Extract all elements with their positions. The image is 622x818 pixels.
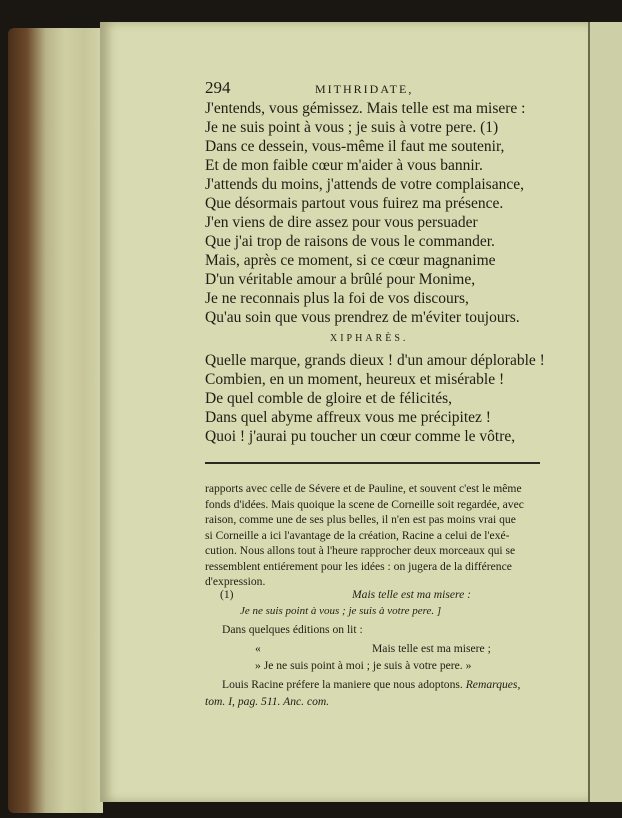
quote-open: «	[255, 642, 261, 655]
page-number: 294	[205, 78, 231, 97]
running-title: MITHRIDATE,	[315, 82, 414, 96]
verse-line: Et de mon faible cœur m'aider à vous bannir.	[205, 157, 483, 174]
footnote-line: cution. Nous allons tout à l'heure rapprocher deux morceaux qui se	[205, 544, 516, 557]
verse-line: Que j'ai trop de raisons de vous le commander.	[205, 233, 495, 250]
footnote-rule	[205, 462, 540, 464]
verse-line: J'en viens de dire assez pour vous persuader	[205, 214, 478, 231]
footnote-line: raison, comme une de ses plus belles, il n'en est pas moins vrai que	[205, 513, 516, 526]
verse-line: Qu'au soin que vous prendrez de m'éviter toujours.	[205, 309, 520, 326]
book-page-edges	[8, 28, 103, 813]
footnote-ref: Remarques,	[465, 678, 521, 691]
footnote-line: d'expression.	[205, 575, 266, 588]
footnote-closing: Louis Racine préfere la maniere que nous adoptons.	[222, 678, 463, 691]
footnote-line: si Corneille a ici l'avantage de la création, Racine a celui de l'exé-	[205, 528, 510, 542]
verse-line: Que désormais partout vous fuirez ma présence.	[205, 195, 504, 212]
note-marker: (1)	[220, 588, 234, 601]
verse-line: Je ne suis point à vous ; je suis à votre pere. (1)	[205, 119, 499, 136]
footnote-line: ressemblent entiérement pour les idées : on jugera de la différence	[205, 559, 512, 573]
verse-line: Mais, après ce moment, si ce cœur magnanime	[205, 252, 496, 269]
quote-line: Mais telle est ma misere ;	[372, 642, 491, 655]
verse-line: Quelle marque, grands dieux ! d'un amour déplorable !	[205, 352, 545, 369]
footnote-ref: tom. I, pag. 511. Anc. com.	[205, 695, 330, 708]
quote-line: Je ne suis point à vous ; je suis à votre pere. ]	[240, 605, 442, 617]
footnote-line: fonds d'idées. Mais quoique la scene de Corneille soit regardée, avec	[205, 497, 524, 511]
facing-page	[588, 22, 622, 802]
verse-line: Dans ce dessein, vous-même il faut me soutenir,	[205, 138, 505, 155]
verse-line: De quel comble de gloire et de félicités,	[205, 390, 453, 407]
verse-line: Dans quel abyme affreux vous me précipitez !	[205, 409, 491, 426]
quote-line: Mais telle est ma misere :	[352, 588, 472, 601]
speaker-name: XIPHARÈS.	[330, 333, 409, 344]
footnote-intro: Dans quelques éditions on lit :	[222, 623, 363, 636]
verse-line: J'entends, vous gémissez. Mais telle est ma misere :	[205, 100, 526, 117]
verse-line: D'un véritable amour a brûlé pour Monime,	[205, 271, 476, 288]
verse-line: Je ne reconnais plus la foi de vos discours,	[205, 290, 469, 307]
verse-line: Quoi ! j'aurai pu toucher un cœur comme le vôtre,	[205, 428, 516, 445]
verse-line: J'attends du moins, j'attends de votre complaisance,	[205, 176, 524, 193]
quote-line: » Je ne suis point à moi ; je suis à votre pere. »	[255, 659, 472, 672]
footnote-line: rapports avec celle de Sévere et de Pauline, et souvent c'est le même	[205, 482, 522, 495]
verse-line: Combien, en un moment, heureux et misérable !	[205, 371, 505, 388]
